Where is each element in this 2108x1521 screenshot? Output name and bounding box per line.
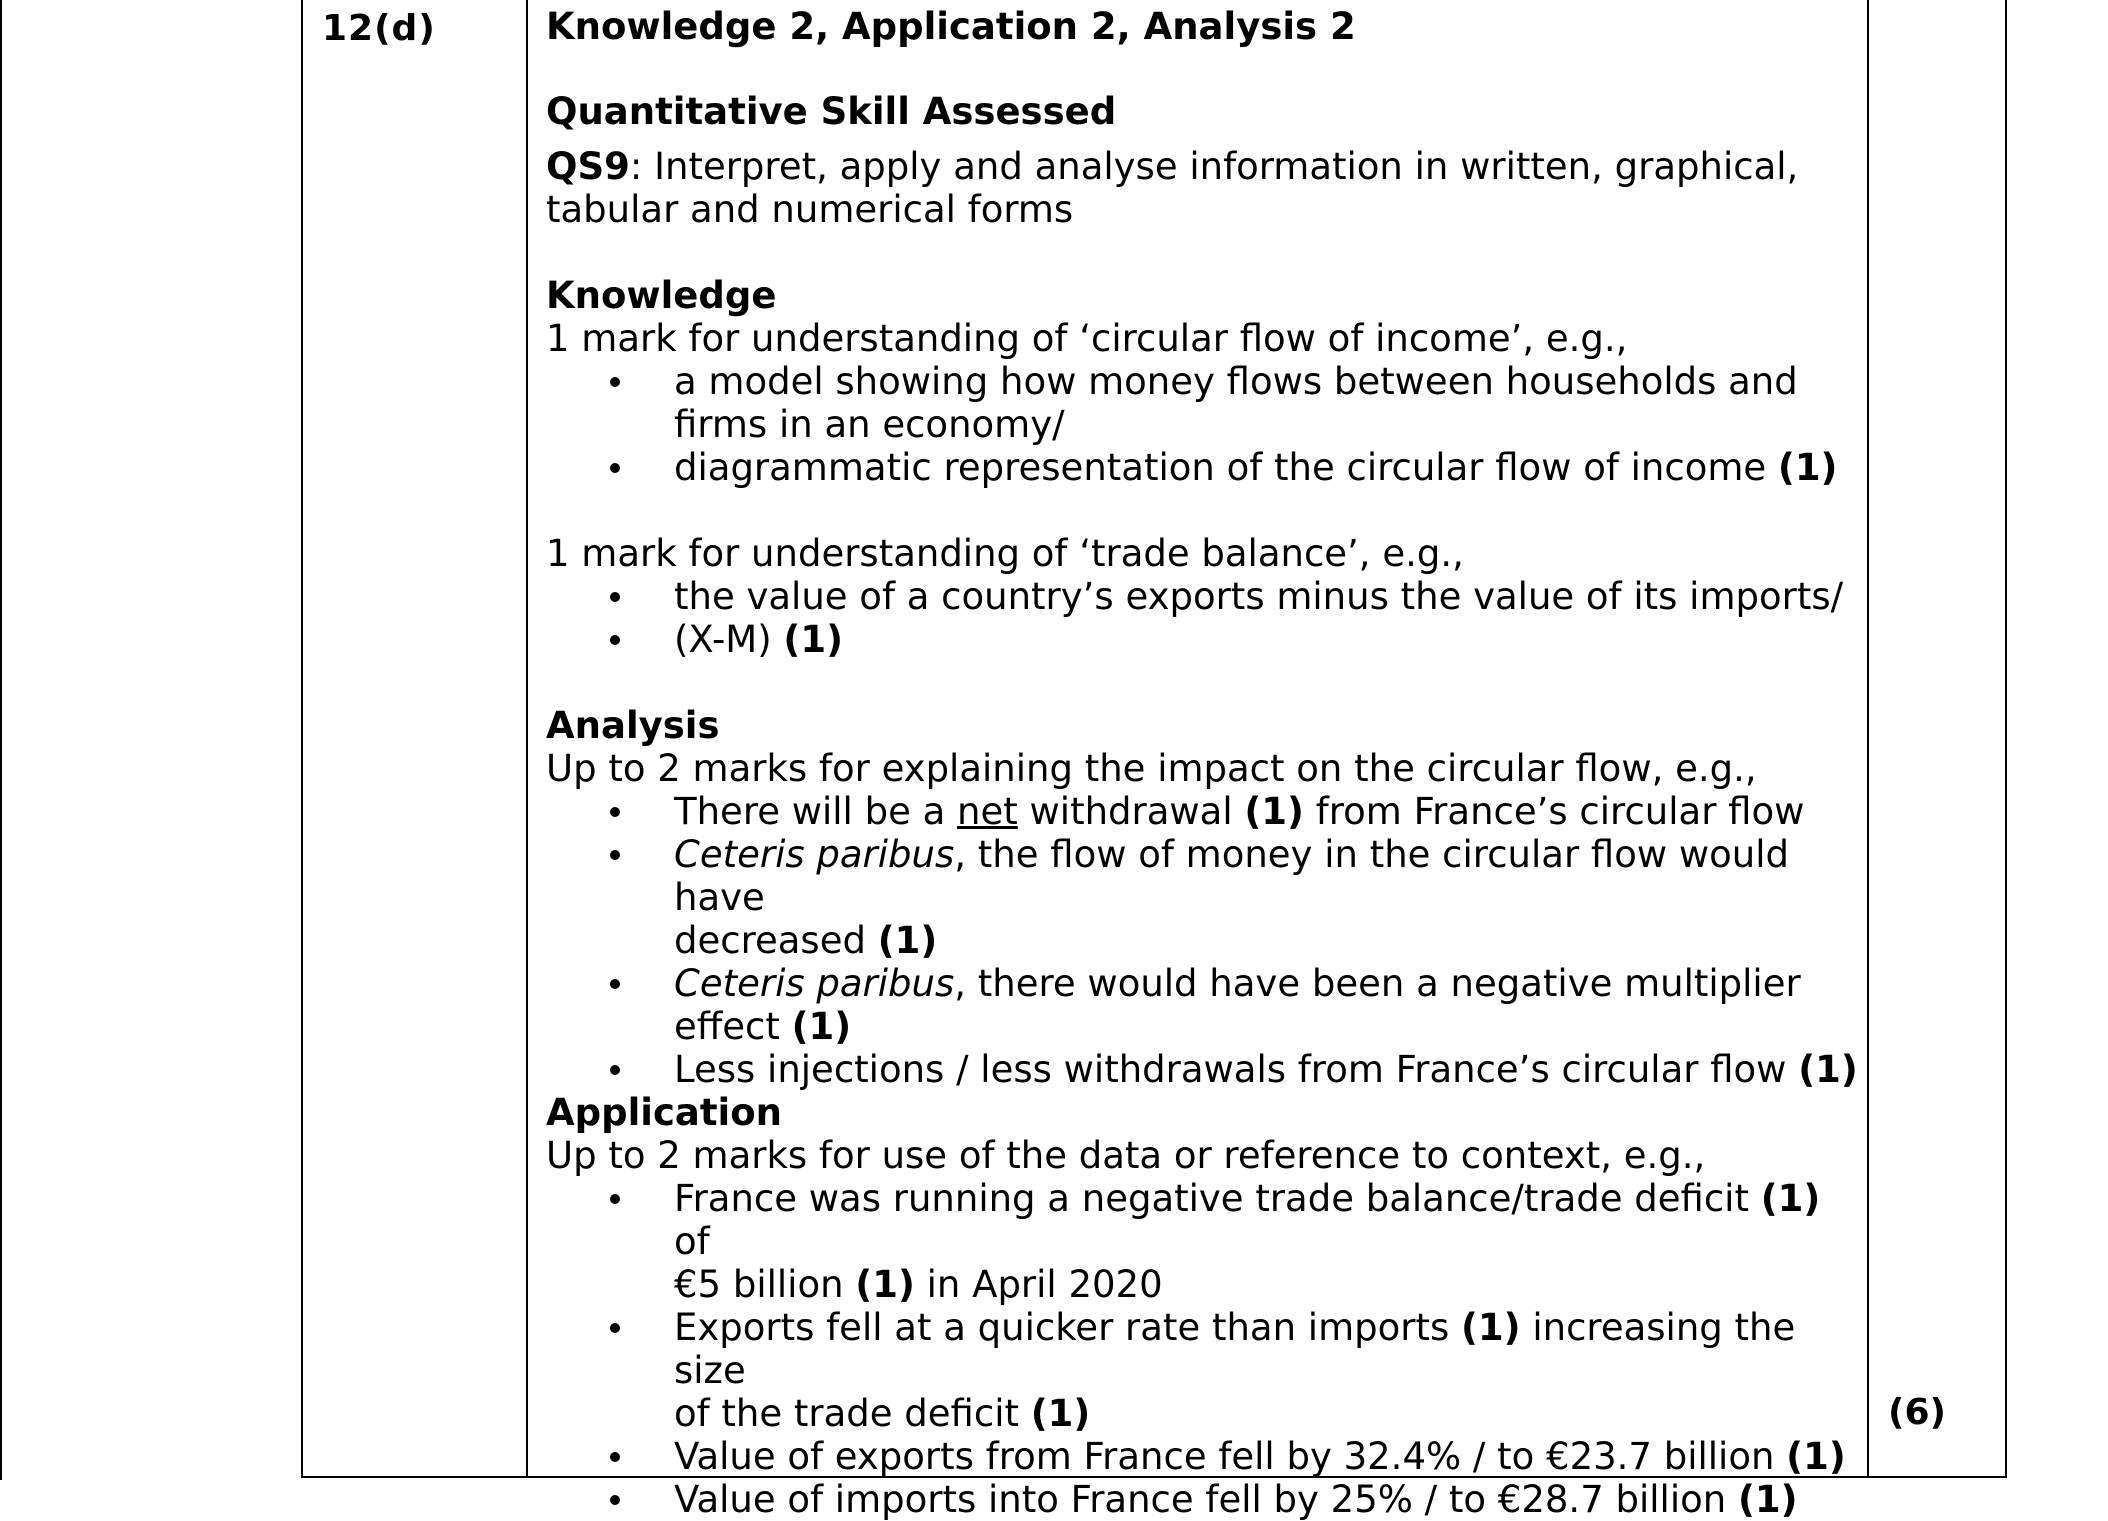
application-intro: Up to 2 marks for use of the data or reference to context, e.g.,	[546, 1134, 1706, 1177]
knowledge-circular-intro: 1 mark for understanding of ‘circular flow of income’, e.g.,	[546, 317, 1628, 360]
qs-description: QS9: Interpret, apply and analyse information in written, graphical,	[546, 145, 1799, 188]
list-item: Ceteris paribus, the flow of money in the circular flow would have decreased (1)	[546, 833, 1866, 962]
list-item: a model showing how money flows between households and firms in an economy/	[546, 360, 1837, 446]
list-item: There will be a net withdrawal (1) from France’s circular flow	[546, 790, 1866, 833]
total-marks: (6)	[1888, 1392, 1946, 1433]
qs-heading: Quantitative Skill Assessed	[546, 90, 1117, 133]
list-item: the value of a country’s exports minus the value of its imports/	[546, 575, 1843, 618]
page-left-border	[0, 0, 2, 1480]
list-item: Ceteris paribus, there would have been a negative multiplier effect (1)	[546, 962, 1866, 1048]
analysis-heading: Analysis	[546, 704, 720, 747]
qs-description-line2: tabular and numerical forms	[546, 188, 1074, 231]
knowledge-trade-list	[546, 575, 1843, 661]
list-item: Value of exports from France fell by 32.4% / to €23.7 billion (1)	[546, 1435, 1866, 1478]
list-item: (X-M) (1)	[546, 618, 1843, 661]
table-border-right	[2005, 0, 2007, 1478]
list-item: France was running a negative trade balance/trade deficit (1) of €5 billion (1) in April 2020	[546, 1177, 1866, 1306]
application-list	[546, 1177, 1866, 1521]
table-divider-2	[1867, 0, 1869, 1478]
application-heading: Application	[546, 1091, 783, 1134]
question-number: 12(d)	[322, 8, 436, 49]
analysis-intro: Up to 2 marks for explaining the impact on the circular flow, e.g.,	[546, 747, 1757, 790]
analysis-list	[546, 790, 1866, 1091]
list-item: Exports fell at a quicker rate than imports (1) increasing the size of the trade deficit (1)	[546, 1306, 1866, 1435]
knowledge-heading: Knowledge	[546, 274, 777, 317]
summary-line: Knowledge 2, Application 2, Analysis 2	[546, 5, 1356, 48]
knowledge-circular-list	[546, 360, 1837, 489]
table-border-left	[301, 0, 303, 1478]
list-item: diagrammatic representation of the circular flow of income (1)	[546, 446, 1837, 489]
knowledge-trade-intro: 1 mark for understanding of ‘trade balance’, e.g.,	[546, 532, 1464, 575]
table-divider-1	[526, 0, 528, 1478]
list-item: Value of imports into France fell by 25% / to €28.7 billion (1)	[546, 1478, 1866, 1521]
qs-code: QS9	[546, 145, 630, 188]
list-item: Less injections / less withdrawals from France’s circular flow (1)	[546, 1048, 1866, 1091]
